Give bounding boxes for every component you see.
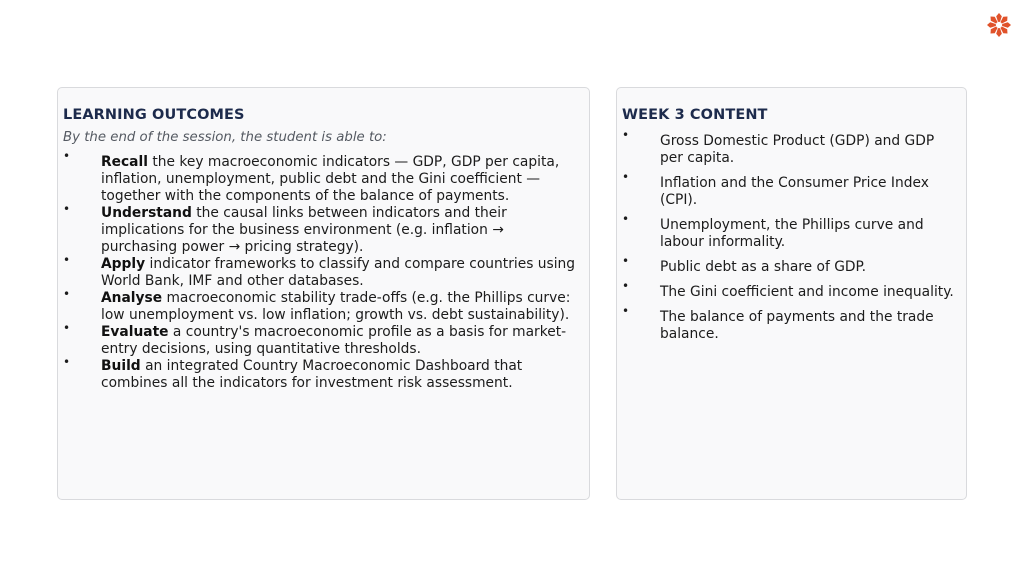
topic-text: The balance of payments and the trade balance. (660, 309, 934, 342)
flower-logo-icon (986, 12, 1012, 38)
bullet-icon: • (63, 253, 71, 267)
week-content-panel (616, 87, 967, 500)
outcome-text: an integrated Country Macroeconomic Dashboard that combines all the indicators for investment risk assessment. (101, 358, 523, 391)
learning-outcomes-heading: LEARNING OUTCOMES (63, 107, 245, 123)
bullet-icon: • (63, 355, 71, 369)
bullet-icon: • (622, 128, 630, 142)
learning-outcomes-panel (57, 87, 590, 500)
list-item (622, 304, 954, 343)
outcome-verb: Build (101, 358, 141, 374)
bullet-icon: • (622, 170, 630, 184)
learning-outcomes-list (63, 149, 579, 392)
bullet-icon: • (63, 321, 71, 335)
outcome-verb: Understand (101, 205, 192, 221)
week-content-list (622, 128, 954, 343)
list-item (63, 287, 579, 324)
list-item (622, 212, 954, 251)
bullet-icon: • (622, 304, 630, 318)
list-item (63, 149, 579, 205)
outcome-text: macroeconomic stability trade-offs (e.g. the Phillips curve: low unemployment vs. low inflation; growth vs. debt sustainability). (101, 290, 571, 323)
list-item (63, 202, 579, 256)
topic-text: Public debt as a share of GDP. (660, 259, 867, 275)
outcome-verb: Evaluate (101, 324, 169, 340)
list-item (63, 321, 579, 358)
bullet-icon: • (63, 202, 71, 216)
bullet-icon: • (622, 279, 630, 293)
outcome-verb: Analyse (101, 290, 163, 306)
list-item (63, 355, 579, 392)
bullet-icon: • (63, 287, 71, 301)
topic-text: Unemployment, the Phillips curve and labour informality. (660, 217, 924, 250)
list-item (622, 170, 954, 209)
bullet-icon: • (63, 149, 71, 163)
list-item (622, 279, 954, 301)
outcome-verb: Apply (101, 256, 146, 272)
week-content-heading: WEEK 3 CONTENT (622, 107, 768, 123)
topic-text: Gross Domestic Product (GDP) and GDP per capita. (660, 133, 935, 166)
topic-text: The Gini coefficient and income inequality. (660, 284, 954, 300)
outcome-text: a country's macroeconomic profile as a basis for market-entry decisions, using quantitative thresholds. (101, 324, 567, 357)
outcome-text: indicator frameworks to classify and compare countries using World Bank, IMF and other databases. (101, 256, 576, 289)
topic-text: Inflation and the Consumer Price Index (CPI). (660, 175, 929, 208)
outcome-text: the key macroeconomic indicators — GDP, GDP per capita, inflation, unemployment, public debt and the Gini coefficient — together with the components of the balance of payments. (101, 154, 560, 204)
bullet-icon: • (622, 254, 630, 268)
list-item (622, 254, 954, 276)
bullet-icon: • (622, 212, 630, 226)
list-item (622, 128, 954, 167)
outcome-text: the causal links between indicators and their implications for the business environment (e.g. inflation → purchasing power → pricing strategy). (101, 205, 507, 255)
outcome-verb: Recall (101, 154, 148, 170)
list-item (63, 253, 579, 290)
learning-outcomes-subtitle: By the end of the session, the student is able to: (63, 130, 387, 145)
